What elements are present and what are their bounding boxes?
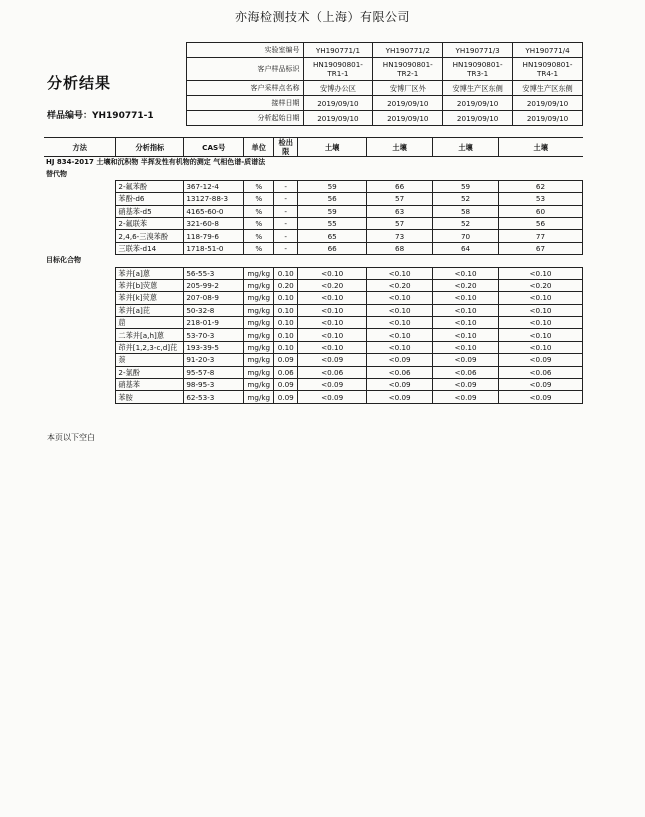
result-value: <0.10: [498, 329, 582, 341]
method-cell: [44, 267, 116, 279]
detection-limit: -: [274, 180, 298, 192]
result-value: 57: [367, 193, 433, 205]
result-value: <0.06: [367, 366, 433, 378]
unit: %: [244, 230, 274, 242]
unit: mg/kg: [244, 379, 274, 391]
result-value: <0.10: [498, 292, 582, 304]
result-value: <0.10: [433, 292, 499, 304]
unit: mg/kg: [244, 329, 274, 341]
sample-number: 样品编号：YH190771-1: [47, 111, 154, 121]
target-group-row: [44, 255, 583, 267]
analyte-name: 三联苯-d14: [116, 242, 184, 254]
detection-limit: -: [274, 205, 298, 217]
result-value: <0.20: [498, 279, 582, 291]
cas-number: 4165-60-0: [184, 205, 244, 217]
method-cell: [44, 341, 116, 353]
result-value: 52: [433, 217, 499, 229]
method-cell: [44, 366, 116, 378]
method-cell: [44, 279, 116, 291]
result-value: <0.06: [498, 366, 582, 378]
result-value: 77: [498, 230, 582, 242]
method-cell: [44, 292, 116, 304]
result-row: [44, 205, 583, 217]
result-value: <0.10: [498, 304, 582, 316]
analyte-name: 2-氟苯酚: [116, 180, 184, 192]
cas-number: 62-53-3: [184, 391, 244, 403]
unit: mg/kg: [244, 317, 274, 329]
detection-limit: 0.09: [274, 379, 298, 391]
col-method: 方法: [44, 138, 116, 157]
method-cell: [44, 230, 116, 242]
result-value: <0.10: [367, 341, 433, 353]
result-row: [44, 193, 583, 205]
result-value: 68: [367, 242, 433, 254]
result-value: <0.09: [367, 379, 433, 391]
result-value: 59: [298, 205, 367, 217]
result-value: 60: [498, 205, 582, 217]
method-cell: [44, 217, 116, 229]
company-name: 亦海检测技术（上海）有限公司: [234, 10, 410, 24]
result-value: <0.10: [298, 329, 367, 341]
result-row: [44, 341, 583, 353]
report-title: 分析结果: [47, 74, 112, 92]
col-indicator: 分析指标: [116, 138, 184, 157]
analyte-name: 苯并[b]荧蒽: [116, 279, 184, 291]
result-value: 62: [498, 180, 582, 192]
header-cell: HN19090801-TR2-1: [373, 58, 443, 81]
target-group-label: 目标化合物: [46, 256, 81, 265]
header-cell: 2019/09/10: [443, 96, 513, 111]
detection-limit: -: [274, 230, 298, 242]
cas-number: 118-79-6: [184, 230, 244, 242]
header-cell: 2019/09/10: [513, 111, 583, 126]
header-cell: 安博厂区外: [373, 81, 443, 96]
unit: mg/kg: [244, 304, 274, 316]
result-value: <0.09: [367, 391, 433, 403]
result-value: 55: [298, 217, 367, 229]
header-cell: 2019/09/10: [373, 96, 443, 111]
result-row: [44, 366, 583, 378]
method-row: [44, 157, 583, 169]
cas-number: 13127-88-3: [184, 193, 244, 205]
header-row: [187, 43, 583, 58]
result-row: [44, 242, 583, 254]
method-cell: [44, 193, 116, 205]
unit: mg/kg: [244, 354, 274, 366]
cas-number: 207-08-9: [184, 292, 244, 304]
detection-limit: 0.10: [274, 292, 298, 304]
detection-limit: 0.09: [274, 391, 298, 403]
result-value: <0.09: [498, 379, 582, 391]
header-cell: 2019/09/10: [303, 96, 373, 111]
col-matrix-4: 土壤: [498, 138, 582, 157]
result-value: <0.10: [298, 304, 367, 316]
result-row: [44, 267, 583, 279]
detection-limit: 0.10: [274, 329, 298, 341]
result-value: <0.09: [498, 354, 582, 366]
header-cell: 2019/09/10: [303, 111, 373, 126]
cas-number: 95-57-8: [184, 366, 244, 378]
surrogate-label: 替代物: [46, 169, 67, 178]
result-row: [44, 230, 583, 242]
col-lod: 检出限: [274, 138, 298, 157]
result-value: <0.10: [433, 267, 499, 279]
result-value: 66: [367, 180, 433, 192]
detection-limit: 0.10: [274, 304, 298, 316]
header-cell: HN19090801-TR4-1: [513, 58, 583, 81]
cas-number: 321-60-8: [184, 217, 244, 229]
analyte-name: 二苯并[a,h]蒽: [116, 329, 184, 341]
cas-number: 98-95-3: [184, 379, 244, 391]
result-row: [44, 379, 583, 391]
result-value: 57: [367, 217, 433, 229]
unit: mg/kg: [244, 279, 274, 291]
analyte-name: 硝基苯: [116, 379, 184, 391]
surrogate-label-row: [44, 168, 583, 180]
cas-number: 91-20-3: [184, 354, 244, 366]
method-cell: [44, 354, 116, 366]
detection-limit: -: [274, 217, 298, 229]
header-row: [187, 58, 583, 81]
result-value: 59: [298, 180, 367, 192]
detection-limit: -: [274, 242, 298, 254]
detection-limit: 0.06: [274, 366, 298, 378]
unit: %: [244, 242, 274, 254]
result-value: <0.10: [367, 292, 433, 304]
result-value: 63: [367, 205, 433, 217]
detection-limit: 0.10: [274, 267, 298, 279]
unit: mg/kg: [244, 366, 274, 378]
header-cell: 2019/09/10: [373, 111, 443, 126]
header-cell: 2019/09/10: [443, 111, 513, 126]
result-row: [44, 391, 583, 403]
result-row: [44, 292, 583, 304]
detection-limit: 0.20: [274, 279, 298, 291]
method-cell: [44, 304, 116, 316]
detection-limit: -: [274, 193, 298, 205]
unit: mg/kg: [244, 267, 274, 279]
header-cell: 安博生产区东侧: [513, 81, 583, 96]
header-label: 客户采样点名称: [187, 81, 304, 96]
result-value: <0.09: [367, 354, 433, 366]
result-row: [44, 279, 583, 291]
header-label: 分析起始日期: [187, 111, 304, 126]
result-value: <0.10: [298, 292, 367, 304]
header-row: [187, 96, 583, 111]
header-cell: HN19090801-TR3-1: [443, 58, 513, 81]
results-table: [44, 137, 583, 404]
result-value: 66: [298, 242, 367, 254]
result-value: <0.10: [367, 304, 433, 316]
analyte-name: 苯并[k]荧蒽: [116, 292, 184, 304]
result-value: 56: [298, 193, 367, 205]
unit: %: [244, 205, 274, 217]
result-value: <0.10: [498, 267, 582, 279]
result-row: [44, 217, 583, 229]
detection-limit: 0.09: [274, 354, 298, 366]
result-value: <0.10: [298, 267, 367, 279]
result-value: <0.20: [433, 279, 499, 291]
result-value: <0.10: [298, 341, 367, 353]
result-row: [44, 329, 583, 341]
header-row: [187, 81, 583, 96]
method-cell: [44, 379, 116, 391]
detection-limit: 0.10: [274, 341, 298, 353]
result-value: <0.10: [433, 304, 499, 316]
result-value: <0.06: [298, 366, 367, 378]
unit: %: [244, 217, 274, 229]
header-label: 实验室编号: [187, 43, 304, 58]
result-row: [44, 180, 583, 192]
header-cell: HN19090801-TR1-1: [303, 58, 373, 81]
analyte-name: 苯酚-d6: [116, 193, 184, 205]
cas-number: 218-01-9: [184, 317, 244, 329]
cas-number: 56-55-3: [184, 267, 244, 279]
analyte-name: 硝基苯-d5: [116, 205, 184, 217]
analyte-name: 2-氟联苯: [116, 217, 184, 229]
cas-number: 50-32-8: [184, 304, 244, 316]
result-value: <0.09: [298, 354, 367, 366]
result-value: 65: [298, 230, 367, 242]
result-value: <0.20: [298, 279, 367, 291]
header-label: 客户样品标识: [187, 58, 304, 81]
analyte-name: 2,4,6-三溴苯酚: [116, 230, 184, 242]
method-cell: [44, 391, 116, 403]
method-cell: [44, 180, 116, 192]
result-value: 73: [367, 230, 433, 242]
result-value: 53: [498, 193, 582, 205]
result-value: <0.10: [433, 341, 499, 353]
result-value: <0.20: [367, 279, 433, 291]
analyte-name: 茚并[1,2,3-c,d]芘: [116, 341, 184, 353]
column-header-row: [44, 138, 583, 157]
result-row: [44, 354, 583, 366]
col-unit: 单位: [244, 138, 274, 157]
result-value: <0.10: [433, 329, 499, 341]
cas-number: 367-12-4: [184, 180, 244, 192]
result-value: 67: [498, 242, 582, 254]
header-cell: 安博办公区: [303, 81, 373, 96]
header-label: 接样日期: [187, 96, 304, 111]
method-cell: [44, 242, 116, 254]
analyte-name: 䓛: [116, 317, 184, 329]
header-cell: YH190771/3: [443, 43, 513, 58]
result-value: <0.09: [298, 379, 367, 391]
cas-number: 193-39-5: [184, 341, 244, 353]
result-value: <0.10: [433, 317, 499, 329]
col-cas: CAS号: [184, 138, 244, 157]
result-value: <0.09: [498, 391, 582, 403]
result-value: <0.10: [498, 341, 582, 353]
header-cell: YH190771/4: [513, 43, 583, 58]
result-value: <0.10: [498, 317, 582, 329]
result-value: 58: [433, 205, 499, 217]
result-value: <0.06: [433, 366, 499, 378]
sample-info-table: [186, 42, 583, 126]
result-value: 64: [433, 242, 499, 254]
header-cell: 2019/09/10: [513, 96, 583, 111]
blank-below-note: 本页以下空白: [47, 433, 95, 442]
result-value: <0.09: [298, 391, 367, 403]
method-title: HJ 834-2017 土壤和沉积物 半挥发性有机物的测定 气相色谱-质谱法: [46, 158, 266, 167]
unit: %: [244, 180, 274, 192]
detection-limit: 0.10: [274, 317, 298, 329]
result-value: 56: [498, 217, 582, 229]
result-value: 52: [433, 193, 499, 205]
unit: %: [244, 193, 274, 205]
result-row: [44, 304, 583, 316]
unit: mg/kg: [244, 341, 274, 353]
result-value: <0.09: [433, 391, 499, 403]
result-value: <0.10: [367, 329, 433, 341]
result-value: <0.10: [367, 267, 433, 279]
analyte-name: 2-氯酚: [116, 366, 184, 378]
result-value: <0.09: [433, 379, 499, 391]
cas-number: 205-99-2: [184, 279, 244, 291]
result-value: <0.10: [367, 317, 433, 329]
result-value: <0.10: [298, 317, 367, 329]
cas-number: 53-70-3: [184, 329, 244, 341]
unit: mg/kg: [244, 292, 274, 304]
result-value: 59: [433, 180, 499, 192]
analyte-name: 苯并[a]芘: [116, 304, 184, 316]
col-matrix-3: 土壤: [433, 138, 499, 157]
header-cell: 安博生产区东侧: [443, 81, 513, 96]
result-row: [44, 317, 583, 329]
header-cell: YH190771/2: [373, 43, 443, 58]
analyte-name: 苯胺: [116, 391, 184, 403]
unit: mg/kg: [244, 391, 274, 403]
col-matrix-1: 土壤: [298, 138, 367, 157]
analyte-name: 萘: [116, 354, 184, 366]
result-value: <0.09: [433, 354, 499, 366]
header-row: [187, 111, 583, 126]
col-matrix-2: 土壤: [367, 138, 433, 157]
method-cell: [44, 205, 116, 217]
cas-number: 1718-51-0: [184, 242, 244, 254]
analyte-name: 苯并[a]蒽: [116, 267, 184, 279]
result-value: 70: [433, 230, 499, 242]
method-cell: [44, 329, 116, 341]
method-cell: [44, 317, 116, 329]
header-cell: YH190771/1: [303, 43, 373, 58]
